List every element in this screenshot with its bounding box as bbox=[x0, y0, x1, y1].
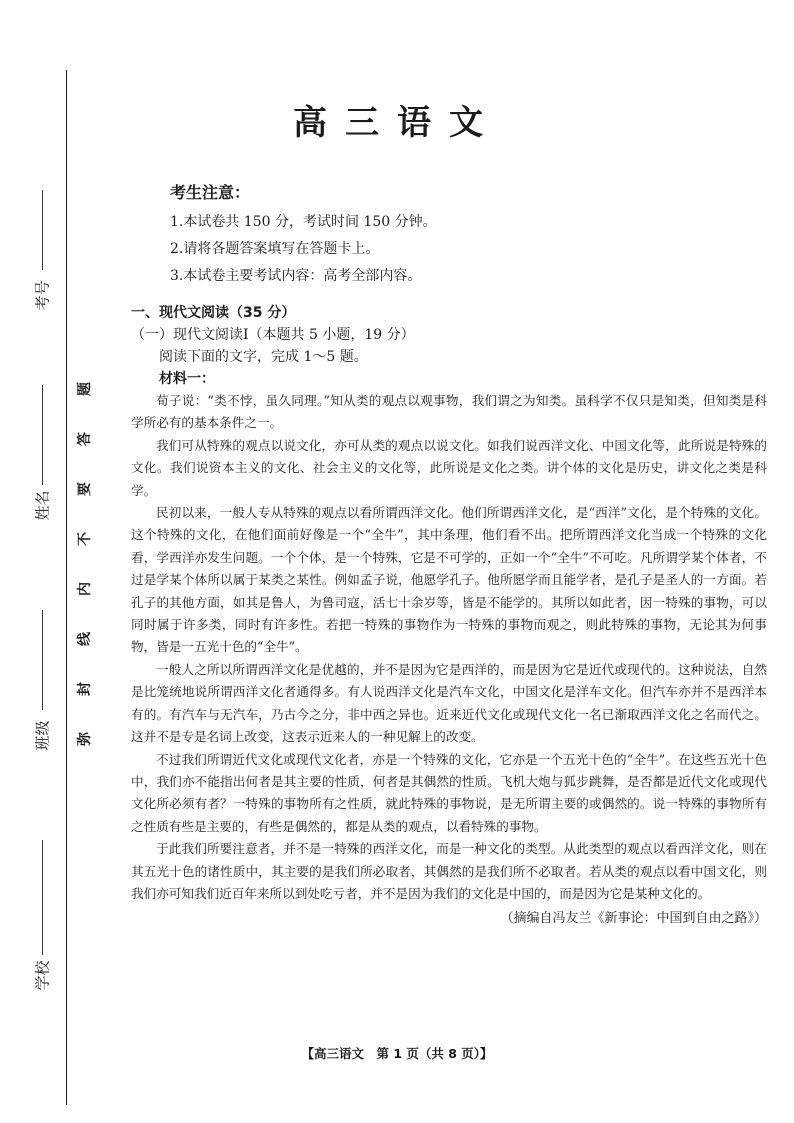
seal-char: 题 bbox=[77, 382, 93, 396]
notice-item: 2.请将各题答案填写在答题卡上。 bbox=[170, 241, 380, 257]
seal-char: 不 bbox=[77, 532, 93, 546]
passage-paragraph: 我们可从特殊的观点以说文化，亦可从类的观点以说文化。如我们说西洋文化、中国文化等，此所说是特殊的文化。我们说资本主义的文化、社会主义的文化等，此所说是文化之类。讲个体的文化是历史，讲文化之类是科学。 bbox=[131, 437, 767, 498]
page-title: 高三语文 bbox=[293, 103, 501, 143]
passage-paragraph: 一般人之所以所谓西洋文化是优越的，并不是因为它是西洋的，而是因为它是近代或现代的。这种说法，自然是比笼统地说所谓西洋文化者通得多。有人说西洋文化是汽车文化，中国文化是洋车文化。但汽车亦并不是西洋本有的。有汽车与无汽车，乃古今之分，非中西之异也。近来近代文化或现代文化一名已渐取西洋文化之名而代之。这并不是专是名词上改变，这表示近来人的一种见解上的改变。 bbox=[131, 661, 767, 745]
exam-id-label: 考号 bbox=[33, 280, 52, 311]
name-label: 姓名 bbox=[33, 490, 52, 521]
material-label: 材料一： bbox=[159, 371, 215, 387]
seal-char: 线 bbox=[77, 632, 93, 646]
passage-paragraph: 不过我们所谓近代文化或现代文化者，亦是一个特殊的文化，它亦是一个五光十色的“全牛”。在这些五光十色中，我们亦不能指出何者是其主要的性质，何者是其偶然的性质。飞机大炮与狐步跳舞，是否都是近代文化或现代文化所必须有者？一特殊的事物所有之性质，就此特殊的事物说，是无所谓主要的或偶然的。说一特殊的事物所有之性质有些是主要的，有些是偶然的，都是从类的观点，以看特殊的事物。 bbox=[131, 751, 767, 834]
class-label: 班级 bbox=[33, 720, 52, 751]
class-blank[interactable] bbox=[42, 610, 43, 710]
page-footer: 【高三语文 第 1 页（共 8 页）】 bbox=[301, 1046, 493, 1061]
reading-section bbox=[131, 302, 767, 931]
seal-char: 要 bbox=[77, 482, 93, 496]
passage-paragraph: 于此我们所要注意者，并不是一特殊的西洋文化，而是一种文化的类型。从此类型的观点以看西洋文化，则在其五光十色的诸性质中，其主要的是我们所必取者，其偶然的是我们所不必取者。若从类的观点以看中国文化，则我们亦可知我们近百年来所以到处吃亏者，并不是因为我们的文化是中国的，而是因为它是某种文化的。 bbox=[131, 841, 767, 901]
binding-margin bbox=[0, 0, 110, 1123]
instruction: 阅读下面的文字，完成 1～5 题。 bbox=[159, 349, 368, 365]
school-blank[interactable] bbox=[42, 840, 43, 955]
name-blank[interactable] bbox=[42, 385, 43, 485]
candidate-notice bbox=[170, 180, 690, 290]
notice-heading: 考生注意： bbox=[170, 183, 251, 202]
passage-paragraph: 民初以来，一般人专从特殊的观点以看所谓西洋文化。他们所谓西洋文化，是“西洋”文化，是个特殊的文化。这个特殊的文化，在他们面前好像是一个“全牛”，其中条理，他们看不出。把所谓西洋文化当成一个特殊的文化看，学西洋亦发生问题。一个个体，是一个特殊，它是不可学的，正如一个“全牛”不可吃。凡所谓学某个体者，不过是学某个体所以属于某类之某性。例如孟子说，他愿学孔子。他所愿学而且能学者，是孔子是圣人的一方面。若孔子的其他方面，如其是鲁人，为鲁司寇，活七十余岁等，皆是不能学的。其所以如此者，因一特殊的事物，可以同时属于许多类，同时有许多性。若把一特殊的事物作为一特殊的事物而观之，则此特殊的事物，无论其为何事物，皆是一五光十色的“全牛”。 bbox=[131, 505, 767, 655]
seal-char: 内 bbox=[77, 582, 93, 596]
seal-char: 封 bbox=[77, 682, 93, 696]
notice-item: 1.本试卷共 150 分，考试时间 150 分钟。 bbox=[170, 214, 437, 230]
seal-char: 答 bbox=[77, 432, 93, 446]
source-citation: （摘编自冯友兰《新事论：中国到自由之路》） bbox=[500, 911, 767, 927]
school-label: 学校 bbox=[33, 960, 52, 991]
notice-item: 3.本试卷主要考试内容：高考全部内容。 bbox=[170, 268, 422, 284]
subsection-heading: （一）现代文阅读Ⅰ（本题共 5 小题，19 分） bbox=[131, 327, 415, 343]
seal-char: 弥 bbox=[77, 732, 93, 746]
exam-id-blank[interactable] bbox=[42, 190, 43, 270]
passage-paragraph: 荀子说：“类不悖，虽久同理。”知从类的观点以观事物，我们谓之为知类。虽科学不仅只是知类，但知类是科学所必有的基本条件之一。 bbox=[131, 393, 767, 431]
section-heading: 一、现代文阅读（35 分） bbox=[131, 305, 296, 321]
binding-line bbox=[66, 70, 67, 1105]
